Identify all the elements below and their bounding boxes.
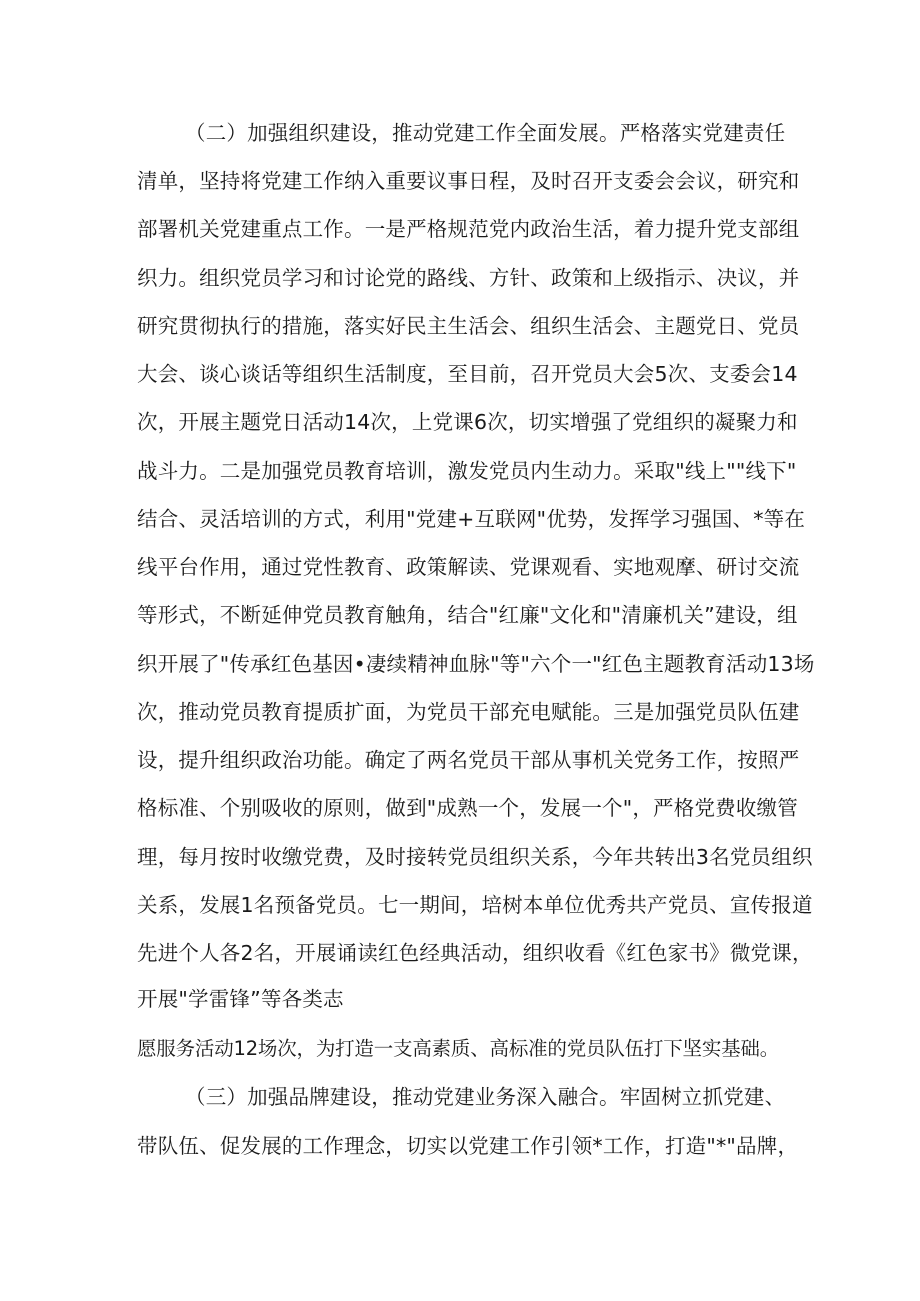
text-line: 开展"学雷锋”等各类志 [137,987,344,1011]
text-line: 战斗力。二是加强党员教育培训，激发党员内生动力。采取"线上""线下" [137,459,797,483]
text-line: 关系，发展1名预备党员。七一期间，培树本单位优秀共产党员、宣传报道 [137,893,813,917]
text-line: 等形式，不断延伸党员教育触角，结合"红廉"文化和"清廉机关”建设，组 [137,603,798,627]
text-line: 先进个人各2名，开展诵读红色经典活动，组织收看《红色家书》微党课， [137,941,813,965]
text-line: 部署机关党建重点工作。一是严格规范党内政治生活，着力提升党支部组 [137,217,800,241]
text-line: 愿服务活动12场次，为打造一支高素质、高标准的党员队伍打下坚实基础。 [137,1037,780,1060]
text-line: 结合、灵活培训的方式，利用"党建+互联网"优势，发挥学习强国、*等在 [137,507,806,531]
text-line: 理，每月按时收缴党费，及时接转党员组织关系，今年共转出3名党员组织 [137,845,813,869]
paragraph-2-heading-line: （二）加强组织建设，推动党建工作全面发展。严格落实党建责任 [185,121,786,145]
text-line: 设，提升组织政治功能。确定了两名党员干部从事机关党务工作，按照严 [137,748,800,772]
text-line: 研究贯彻执行的措施，落实好民主生活会、组织生活会、主题党日、党员 [137,314,800,338]
text-line: 大会、谈心谈话等组织生活制度，至目前，召开党员大会5次、支委会14 [137,362,798,386]
text-line: 次，开展主题党日活动14次，上党课6次，切实增强了党组织的凝聚力和 [137,410,798,434]
text-line: 格标准、个别吸收的原则，做到"成熟一个，发展一个"，严格党费收缴管 [137,796,798,820]
text-line: 次，推动党员教育提质扩面，为党员干部充电赋能。三是加强党员队伍建 [137,700,800,724]
text-line: 织开展了"传承红色基因•凄续精神血脉"等"六个一"红色主题教育活动13场 [137,652,815,676]
text-line: 带队伍、促发展的工作理念，切实以党建工作引领*工作，打造"*"品牌， [137,1134,799,1158]
text-line: 线平台作用，通过党性教育、政策解读、党课观看、实地观摩、研讨交流 [137,555,800,579]
text-line: 清单，坚持将党建工作纳入重要议事日程，及时召开支委会会议，研究和 [137,169,800,193]
paragraph-3-heading-line: （三）加强品牌建设，推动党建业务深入融合。牢固树立抓党建、 [185,1085,786,1109]
text-line: 织力。组织党员学习和讨论党的路线、方针、政策和上级指示、决议，并 [137,266,800,290]
